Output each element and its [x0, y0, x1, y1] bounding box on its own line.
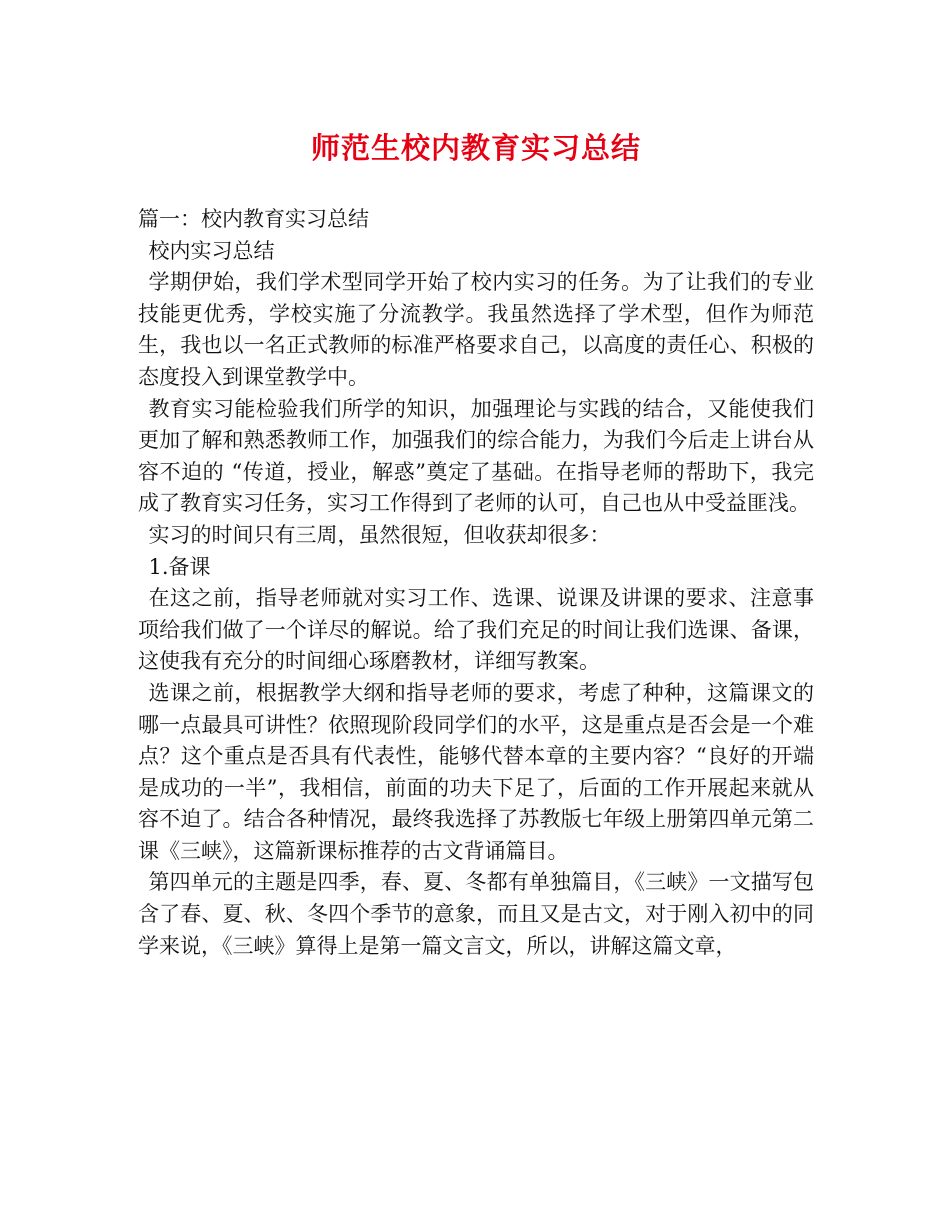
- paragraph: 在这之前，指导老师就对实习工作、选课、说课及讲课的要求、注意事项给我们做了一个详尽的解说。给了我们充足的时间让我们选课、备课，这使我有充分的时间细心琢磨教材，详细写教案。: [138, 586, 814, 674]
- paragraph: 教育实习能检验我们所学的知识，加强理论与实践的结合，又能使我们更加了解和熟悉教师工作，加强我们的综合能力，为我们今后走上讲台从容不迫的 “传道，授业，解惑”奠定了基础。在指导老师的帮助下，我完成了教育实习任务，实习工作得到了老师的认可，自己也从中受益匪浅。: [138, 396, 814, 516]
- document-title: 师范生校内教育实习总结: [310, 131, 641, 165]
- paragraph: 实习的时间只有三周，虽然很短，但收获却很多：: [148, 522, 611, 547]
- section-heading: 篇一：校内教育实习总结: [138, 207, 369, 231]
- paragraph: 第四单元的主题是四季，春、夏、冬都有单独篇目，《三峡》一文描写包含了春、夏、秋、冬四个季节的意象，而且又是古文，对于刚入初中的同学来说，《三峡》算得上是第一篇文言文，所以，讲解这篇文章，: [138, 870, 814, 958]
- list-item-heading: 1.备课: [148, 554, 211, 579]
- paragraph: 学期伊始，我们学术型同学开始了校内实习的任务。为了让我们的专业技能更优秀，学校实施了分流教学。我虽然选择了学术型，但作为师范生，我也以一名正式教师的标准严格要求自己，以高度的责任心、积极的态度投入到课堂教学中。: [138, 270, 814, 389]
- paragraph: 选课之前，根据教学大纲和指导老师的要求，考虑了种种，这篇课文的哪一点最具可讲性？依照现阶段同学们的水平，这是重点是否会是一个难点？这个重点是否具有代表性，能够代替本章的主要内容？“良好的开端是成功的一半”，我相信，前面的功夫下足了，后面的工作开展起来就从容不迫了。结合各种情况，最终我选择了苏教版七年级上册第四单元第二课《三峡》，这篇新课标推荐的古文背诵篇目。: [138, 680, 814, 863]
- subsection-heading: 校内实习总结: [148, 238, 275, 263]
- document-body: [138, 204, 814, 962]
